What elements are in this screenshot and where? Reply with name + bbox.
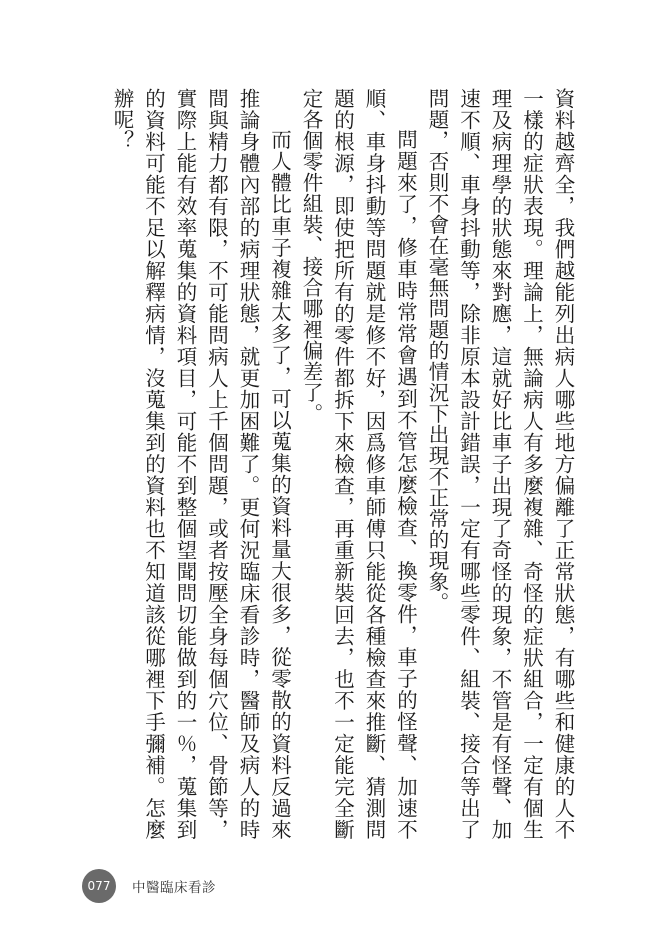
running-title: 中醫臨床看診: [132, 880, 216, 896]
paragraph-2: 問題來了，修車時常常會遇到不管怎麼檢查、換零件，車子的怪聲、加速不順、車身抖動等問題就是修不好，因爲修車師傅只能從各種檢查來推斷、猜測問題的根源，即使把所有的零件都拆下來檢查，再重新裝回去，也不一定能完全斷定各個零件組裝、接合哪裡偏差了。: [299, 88, 418, 840]
body-text: [106, 88, 579, 840]
paragraph-1: 資料越齊全，我們越能列出病人哪些地方偏離了正常狀態，有哪些和健康的人不一樣的症狀表現。理論上，無論病人有多麼複雜、奇怪的症狀組合，一定有個生理及病理學的狀態來對應，這就好比車子出現了奇怪的現象，不管是有怪聲、加速不順、車身抖動等，除非原本設計錯誤，一定有哪些零件、組裝、接合等出了問題，否則不會在毫無問題的情況下出現不正常的現象。: [425, 88, 575, 840]
paragraph-3: 而人體比車子複雜太多了，可以蒐集的資料量大很多，從零散的資料反過來推論身體內部的病理狀態，就更加困難了。更何況臨床看診時，醫師及病人的時間與精力都有限，不可能問病人上千個問題，或者按壓全身每個穴位、骨節等，實際上能有效率蒐集的資料項目，可能不到整個望聞問切能做到的一％，蒐集到的資料可能不足以解釋病情，沒蒐集到的資料也不知道該從哪裡下手彌補。怎麼辦呢？: [110, 88, 292, 840]
page-footer: [82, 868, 216, 904]
page-number-badge: 077: [82, 869, 116, 903]
